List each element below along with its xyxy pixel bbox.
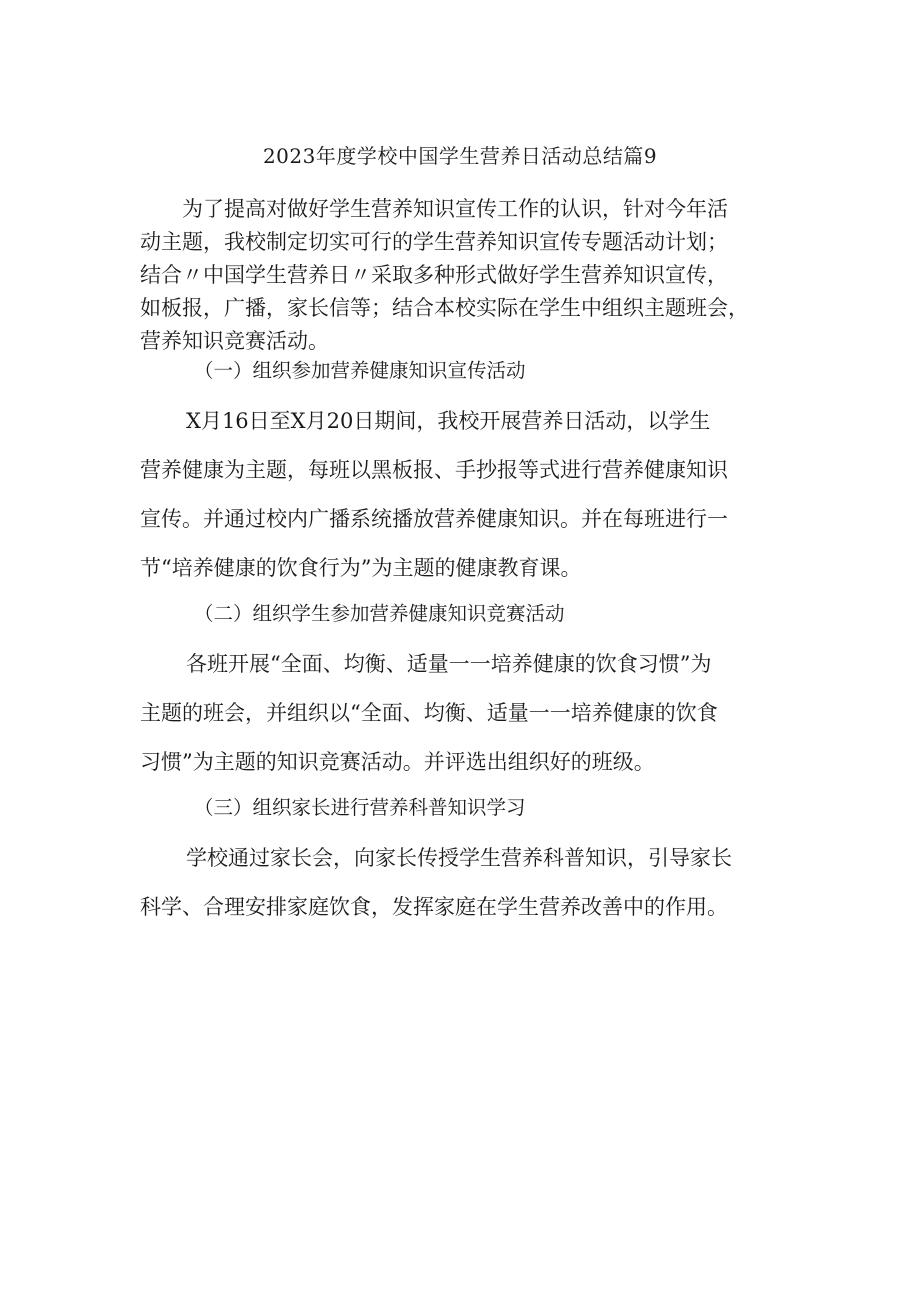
section-2-line-3: 习惯”为主题的知识竞赛活动。并评选出组织好的班级。 — [140, 750, 655, 774]
section-2-line-2: 主题的班会，并组织以“全面、均衡、适量一一培养健康的饮食 — [140, 701, 718, 725]
section-1-line-4: 节“培养健康的饮食行为”为主题的健康教育课。 — [140, 556, 582, 580]
intro-paragraph — [140, 193, 795, 358]
intro-line-5: 营养知识竞赛活动。 — [140, 329, 329, 353]
intro-line-3: 结合〃中国学生营养日〃采取多种形式做好学生营养知识宣传， — [140, 263, 728, 287]
section-1-paragraph — [140, 397, 795, 593]
section-3-paragraph — [140, 834, 795, 932]
section-2-heading: （二）组织学生参加营养健康知识竞赛活动 — [194, 602, 565, 625]
document-title: 2023年度学校中国学生营养日活动总结篇9 — [262, 144, 658, 168]
intro-line-1: 为了提高对做好学生营养知识宣传工作的认识，针对今年活 — [182, 197, 728, 221]
section-2-line-1: 各班开展“全面、均衡、适量一一培养健康的饮食习惯”为 — [186, 652, 712, 676]
intro-line-2: 动主题，我校制定切实可行的学生营养知识宣传专题活动计划； — [140, 230, 728, 254]
section-3-heading: （三）组织家长进行营养科普知识学习 — [194, 796, 526, 819]
section-2-paragraph — [140, 640, 795, 787]
section-1-line-1: X月16日至X月20日期间，我校开展营养日活动，以学生 — [186, 409, 711, 433]
section-1-line-3: 宣传。并通过校内广播系统播放营养健康知识。并在每班进行一 — [140, 507, 728, 531]
section-3-line-2: 科学、合理安排家庭饮食，发挥家庭在学生营养改善中的作用。 — [140, 895, 728, 919]
intro-line-4: 如板报，广播，家长信等；结合本校实际在学生中组织主题班会， — [140, 296, 749, 320]
section-1-heading: （一）组织参加营养健康知识宣传活动 — [194, 359, 526, 382]
section-1-line-2: 营养健康为主题，每班以黑板报、手抄报等式进行营养健康知识 — [140, 458, 728, 482]
section-3-line-1: 学校通过家长会，向家长传授学生营养科普知识，引导家长 — [186, 846, 732, 870]
